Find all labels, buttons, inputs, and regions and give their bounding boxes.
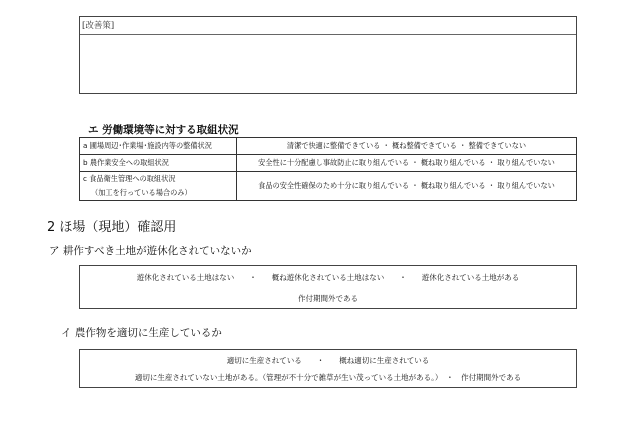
row-options-a[interactable]: 清潔で快適に整備できている ・ 概ね整備できている ・ 整備できていない <box>237 138 577 155</box>
answer-a-off-season: 作付期間外である <box>298 294 358 303</box>
answer-box-a[interactable] <box>79 265 577 309</box>
row-item-c: c 食品衛生管理への取組状況 <box>83 174 176 183</box>
improvement-header <box>80 17 576 35</box>
row-item-c-note: （加工を行っている場合のみ） <box>91 188 192 197</box>
table-row <box>80 172 577 201</box>
table-row <box>80 138 577 155</box>
labor-environment-table <box>79 137 577 201</box>
answer-a-options: 遊休化されている土地はない ・ 概ね遊休化されている土地はない ・ 遊休化されている土地がある <box>136 273 520 282</box>
answer-b-options-2: 適切に生産されていない土地がある。（管理が不十分で雑草が生い茂っている土地がある。） ・ 作付期間外である <box>134 373 522 382</box>
answer-b-options: 適切に生産されている ・ 概ね適切に生産されている <box>226 356 430 365</box>
section-e-title: エ 労働環境等に対する取組状況 <box>88 124 239 136</box>
row-item-c-cell <box>80 172 237 201</box>
improvement-box[interactable] <box>79 16 577 94</box>
row-options-c[interactable]: 食品の安全性確保のため十分に取り組んでいる ・ 概ね取り組んでいる ・ 取り組んでいない <box>237 172 577 201</box>
row-item-a: a 圃場周辺･作業場･施設内等の整備状況 <box>80 138 237 155</box>
question-b-title: イ 農作物を適切に生産しているか <box>61 327 222 339</box>
answer-box-b[interactable] <box>79 349 577 388</box>
question-a-title: ア 耕作すべき土地が遊休化されていないか <box>49 245 252 257</box>
improvement-label: [改善策] <box>82 21 115 31</box>
row-options-b[interactable]: 安全性に十分配慮し事故防止に取り組んでいる ・ 概ね取り組んでいる ・ 取り組んでいない <box>237 155 577 172</box>
section-2-title: 2 ほ場（現地）確認用 <box>47 220 177 235</box>
table-row <box>80 155 577 172</box>
row-item-b: b 農作業安全への取組状況 <box>80 155 237 172</box>
